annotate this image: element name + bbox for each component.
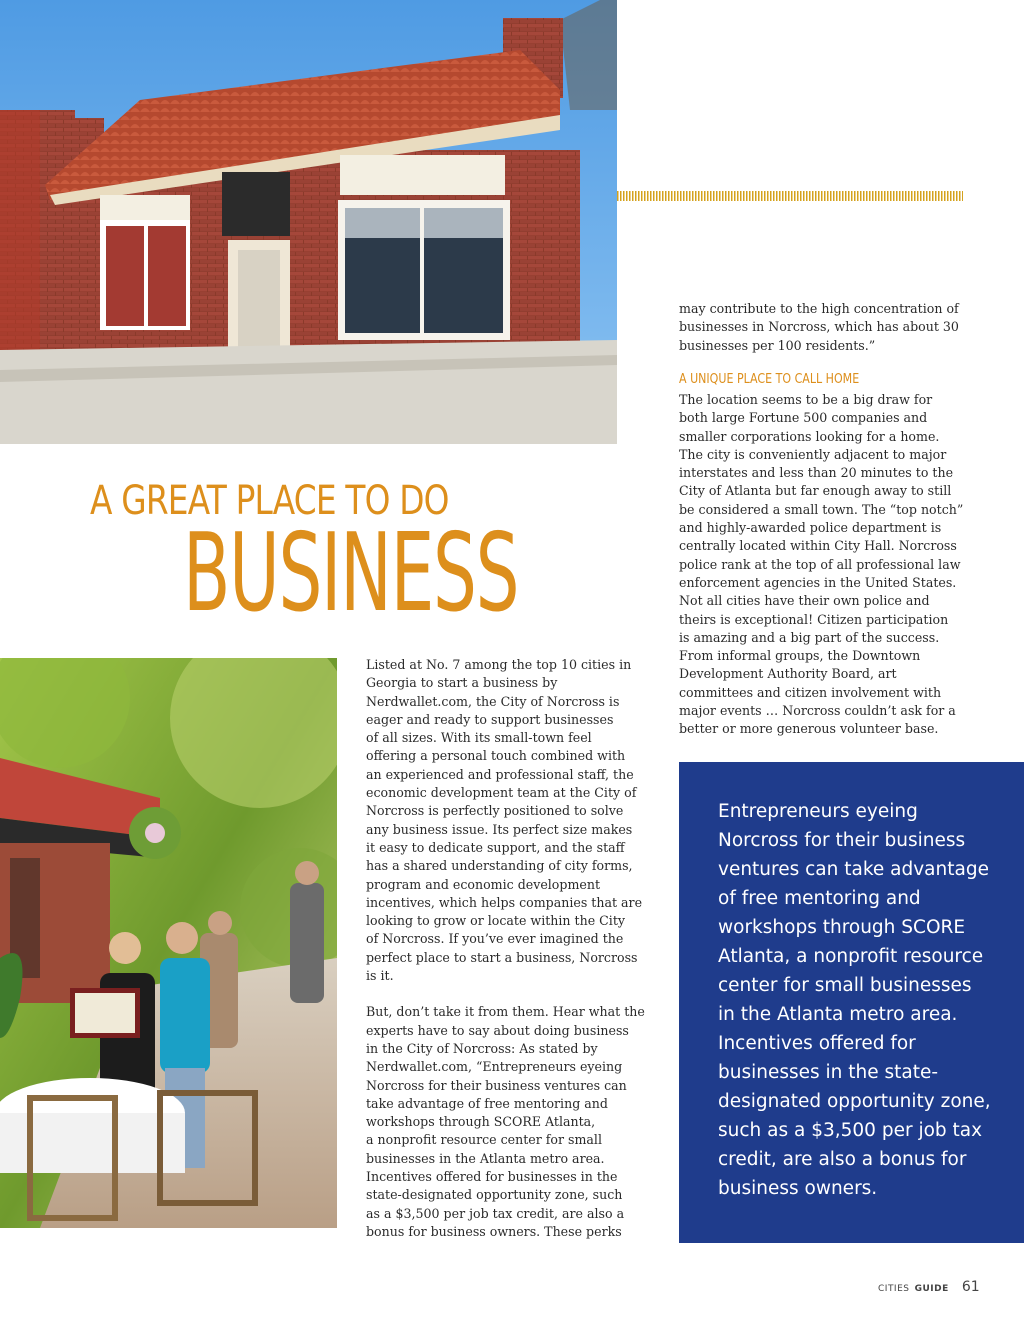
- text-line: businesses in the Atlanta metro area.: [366, 1150, 605, 1166]
- quote-line: business owners.: [718, 1178, 878, 1199]
- text-line: incentives, which helps companies that are: [366, 894, 643, 910]
- pull-quote: [718, 797, 991, 1203]
- body-right-top: [679, 300, 959, 355]
- text-line: any business issue. Its perfect size makes: [366, 821, 633, 837]
- storefront-photo: [0, 0, 617, 444]
- quote-line: in the Atlanta metro area.: [718, 1004, 958, 1025]
- quote-line: designated opportunity zone,: [718, 1091, 991, 1112]
- quote-line: such as a $3,500 per job tax: [718, 1120, 983, 1141]
- text-line: both large Fortune 500 companies and: [679, 410, 928, 426]
- headline-line2: BUSINESS: [183, 511, 519, 636]
- page-footer: [878, 1276, 980, 1295]
- text-line: Nerdwallet.com, the City of Norcross is: [366, 693, 620, 709]
- text-line: experts have to say about doing business: [366, 1022, 629, 1038]
- text-line: looking to grow or locate within the City: [366, 913, 626, 929]
- text-line: better or more generous volunteer base.: [679, 721, 939, 737]
- text-line: as a $3,500 per job tax credit, are also a: [366, 1205, 625, 1221]
- gold-dotted-rule: [617, 191, 963, 201]
- text-line: committees and citizen involvement with: [679, 684, 942, 700]
- quote-line: Entrepreneurs eyeing: [718, 801, 918, 822]
- text-line: Not all cities have their own police and: [679, 593, 930, 609]
- text-line: eager and ready to support businesses: [366, 711, 614, 727]
- text-line: The city is conveniently adjacent to major: [679, 446, 947, 462]
- text-line: take advantage of free mentoring and: [366, 1095, 608, 1111]
- text-line: may contribute to the high concentration of: [679, 301, 959, 316]
- quote-line: center for small businesses: [718, 975, 972, 996]
- text-line: enforcement agencies in the United States.: [679, 574, 957, 590]
- body-left: [366, 656, 645, 1241]
- quote-line: ventures can take advantage: [718, 859, 989, 880]
- text-line: offering a personal touch combined with: [366, 748, 626, 764]
- text-line: economic development team at the City of: [366, 785, 637, 801]
- headline-line1: A GREAT PLACE TO DO: [90, 478, 449, 524]
- text-line: smaller corporations looking for a home.: [679, 428, 940, 444]
- text-line: Listed at No. 7 among the top 10 cities in: [366, 657, 632, 672]
- quote-line: of free mentoring and: [718, 888, 921, 909]
- publication-name: CITIES: [878, 1284, 910, 1294]
- text-line: and highly-awarded police department is: [679, 520, 942, 536]
- text-line: Nerdwallet.com, “Entrepreneurs eyeing: [366, 1059, 623, 1075]
- publication-name-bold: GUIDE: [914, 1284, 949, 1294]
- quote-line: Atlanta, a nonprofit resource: [718, 946, 984, 967]
- text-line: City of Atlanta but far enough away to still: [679, 483, 952, 499]
- text-line: in the City of Norcross: As stated by: [366, 1040, 598, 1056]
- text-line: state-designated opportunity zone, such: [366, 1187, 623, 1203]
- quote-line: businesses in the state-: [718, 1062, 939, 1083]
- text-line: Incentives offered for businesses in the: [366, 1169, 618, 1185]
- text-line: has a shared understanding of city forms,: [366, 858, 633, 874]
- text-line: The location seems to be a big draw for: [679, 392, 933, 407]
- text-line: a nonprofit resource center for small: [366, 1132, 602, 1148]
- text-line: an experienced and professional staff, the: [366, 766, 634, 782]
- text-line: police rank at the top of all professional law: [679, 556, 961, 572]
- text-line: program and economic development: [366, 876, 601, 892]
- text-line: bonus for business owners. These perks: [366, 1223, 622, 1239]
- text-line: is it.: [366, 968, 394, 984]
- text-line: From informal groups, the Downtown: [679, 648, 921, 664]
- text-line: perfect place to start a business, Norcross: [366, 949, 638, 965]
- text-line: theirs is exceptional! Citizen participation: [679, 611, 949, 627]
- text-line: workshops through SCORE Atlanta,: [366, 1114, 596, 1130]
- text-line: it easy to dedicate support, and the staff: [366, 839, 625, 855]
- quote-line: Incentives offered for: [718, 1033, 916, 1054]
- page-number: 61: [961, 1279, 980, 1295]
- text-line: be considered a small town. The “top notch”: [679, 501, 964, 517]
- subhead: A UNIQUE PLACE TO CALL HOME: [679, 372, 860, 387]
- text-line: of Norcross. If you’ve ever imagined the: [366, 931, 624, 947]
- text-line: businesses per 100 residents.”: [679, 337, 876, 353]
- body-right: [679, 391, 963, 739]
- quote-line: Norcross for their business: [718, 830, 966, 851]
- text-line: centrally located within City Hall. Norcross: [679, 538, 957, 554]
- text-line: businesses in Norcross, which has about 30: [679, 319, 959, 335]
- text-line: interstates and less than 20 minutes to the: [679, 465, 954, 481]
- text-line: But, don’t take it from them. Hear what the: [366, 1004, 645, 1020]
- text-line: major events … Norcross couldn’t ask for a: [679, 703, 956, 719]
- text-line: Georgia to start a business by: [366, 675, 558, 691]
- street-scene-photo: [0, 658, 337, 1228]
- quote-line: credit, are also a bonus for: [718, 1149, 967, 1170]
- text-line: Development Authority Board, art: [679, 666, 897, 682]
- text-line: Norcross is perfectly positioned to solve: [366, 803, 624, 819]
- quote-line: workshops through SCORE: [718, 917, 966, 938]
- text-line: is amazing and a big part of the success.: [679, 629, 940, 645]
- text-line: of all sizes. With its small-town feel: [366, 730, 592, 746]
- text-line: Norcross for their business ventures can: [366, 1077, 627, 1093]
